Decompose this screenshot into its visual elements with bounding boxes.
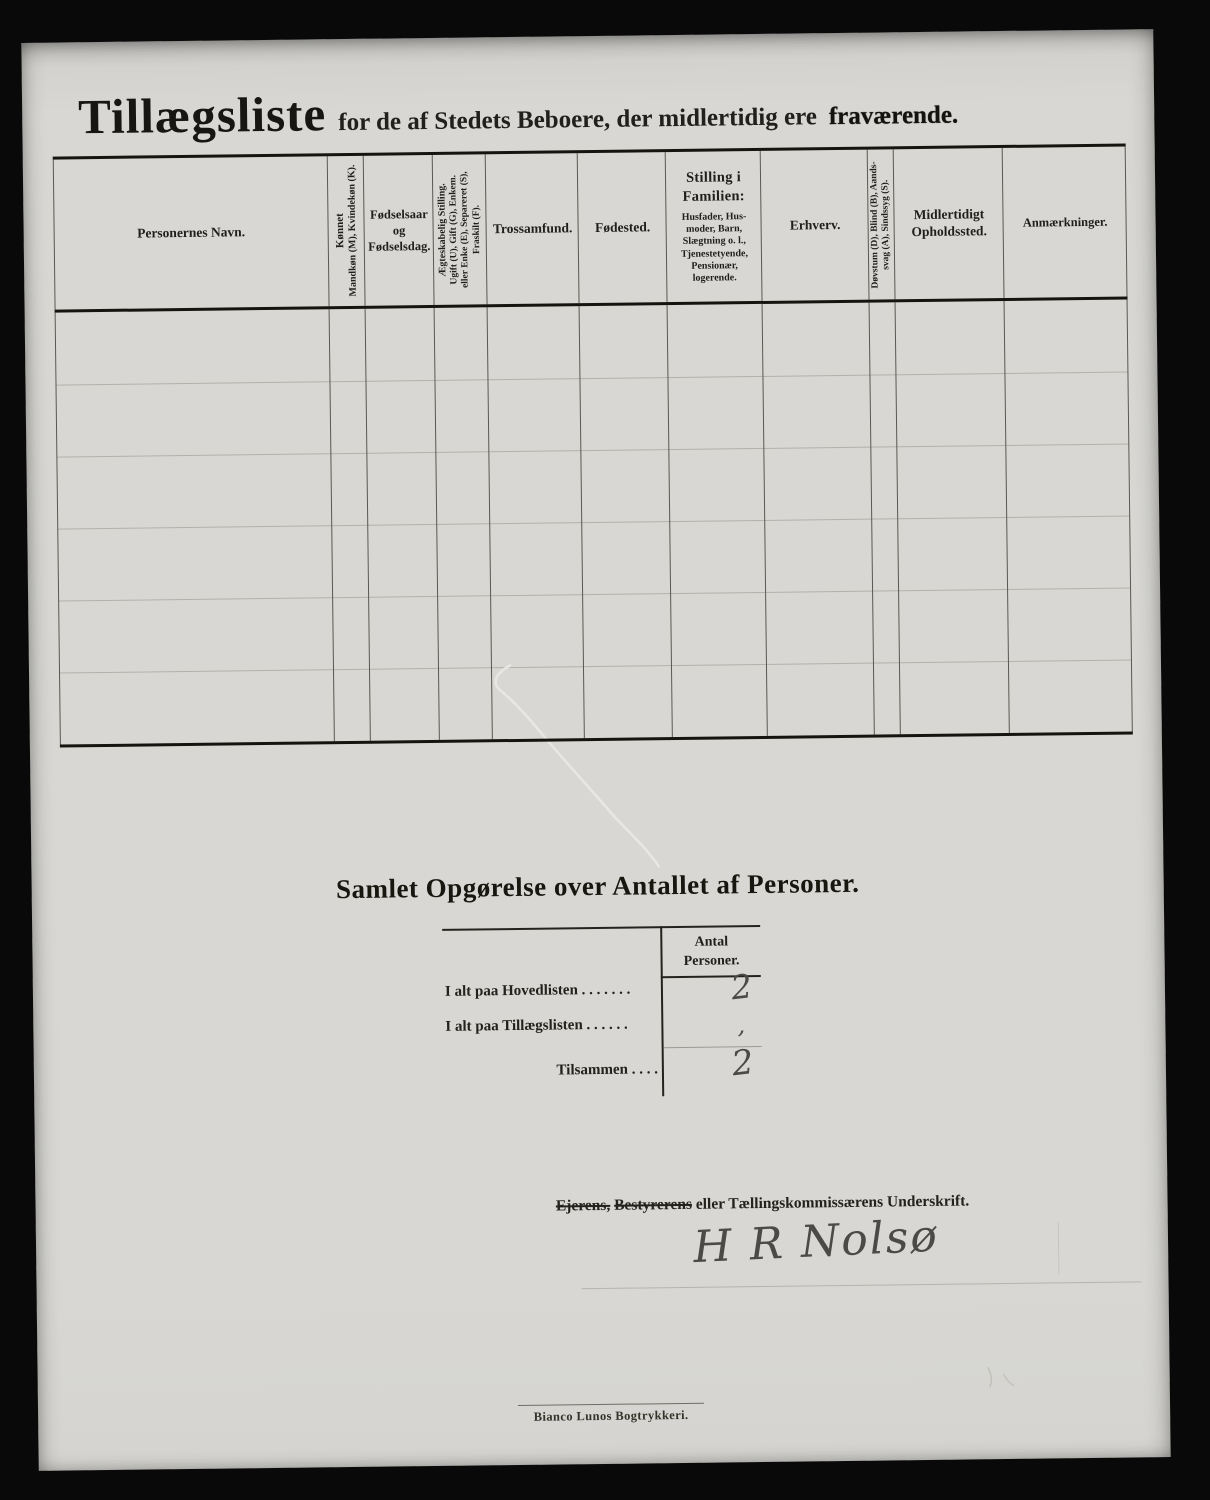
summary-row-label-hovedlisten: I alt paa Hovedlisten . . . . . . . bbox=[444, 981, 631, 1000]
header-label: svag (A), Sindssyg (S). bbox=[881, 179, 893, 270]
summary-row-value-tilsammen: 2 bbox=[729, 1042, 756, 1085]
header-label: eller Enke (E), Separeret (S), bbox=[459, 171, 472, 288]
table-row-line bbox=[57, 515, 1130, 529]
census-form-page bbox=[21, 29, 1170, 1471]
header-sublabel-line: Slægtning o. l., bbox=[682, 235, 746, 248]
summary-value-header-line: Personer. bbox=[683, 953, 740, 969]
header-sublabel bbox=[680, 211, 748, 285]
column-header-doevstum bbox=[868, 149, 896, 299]
column-header-koennet bbox=[328, 156, 366, 306]
absentees-table bbox=[53, 143, 1133, 747]
header-label: Personernes Navn. bbox=[137, 223, 246, 241]
summary-row-value-tillaegslisten: ‚ bbox=[737, 1011, 746, 1040]
summary-row-label-tilsammen: Tilsammen . . . . bbox=[556, 1061, 659, 1079]
column-header-aegteskabelig-stilling bbox=[433, 154, 488, 305]
rotated-header-text bbox=[869, 161, 893, 288]
scan-crease-mark bbox=[1058, 1222, 1060, 1274]
header-label: Fødested. bbox=[594, 218, 651, 235]
column-header-trossamfund bbox=[486, 153, 580, 304]
column-header-personernes-navn bbox=[53, 156, 330, 309]
header-label: Opholdssted. bbox=[911, 223, 987, 240]
header-label: Fødselsaar bbox=[370, 206, 428, 222]
signature-underline bbox=[582, 1281, 1142, 1289]
header-label: Kønnet bbox=[333, 213, 347, 249]
column-header-stilling-i-familien bbox=[666, 151, 763, 302]
summary-top-rule bbox=[442, 925, 760, 931]
handwritten-signature: H R Nolsø bbox=[692, 1210, 940, 1274]
rotated-header-text bbox=[436, 171, 484, 288]
page-title bbox=[78, 78, 959, 146]
page-title-emphasis: fraværende. bbox=[828, 101, 959, 131]
printer-imprint: Bianco Lunos Bogtrykkeri. bbox=[533, 1407, 689, 1424]
header-sublabel-line: Tjenestetyende, bbox=[680, 247, 748, 260]
printer-rule bbox=[518, 1403, 704, 1406]
header-label: Fødselsdag. bbox=[368, 239, 431, 254]
signature-caption-struck-ejerens: Ejerens, bbox=[555, 1196, 611, 1215]
summary-heading: Samlet Opgørelse over Antallet af Personer. bbox=[335, 867, 860, 905]
header-label: Anmærkninger. bbox=[1022, 214, 1108, 230]
header-label: Trossamfund. bbox=[492, 219, 573, 236]
page-title-main: Tillægsliste bbox=[77, 86, 327, 145]
table-body-empty-rows bbox=[55, 299, 1133, 744]
header-label: Erhverv. bbox=[789, 216, 841, 233]
column-header-midlertidigt-opholdssted bbox=[894, 148, 1005, 299]
summary-table bbox=[442, 925, 762, 1105]
header-label: Midlertidigt bbox=[913, 206, 985, 223]
table-row-line bbox=[56, 443, 1129, 457]
header-label-line: Stilling i bbox=[685, 169, 742, 186]
column-header-erhverv bbox=[761, 150, 870, 301]
header-sublabel-line: moder, Barn, bbox=[686, 223, 743, 236]
header-label bbox=[682, 168, 745, 208]
column-header-foedested bbox=[578, 152, 668, 303]
header-label: og bbox=[392, 223, 406, 238]
header-sublabel-line: Pensionær, bbox=[691, 259, 738, 272]
header-sublabel-line: logerende. bbox=[692, 272, 737, 284]
summary-row-value-hovedlisten: 2 bbox=[728, 966, 755, 1008]
table-row-line bbox=[59, 659, 1132, 673]
header-label: Fraskilt (F). bbox=[471, 204, 483, 255]
rotated-header-text bbox=[333, 165, 360, 297]
summary-value-header-line: Antal bbox=[694, 934, 729, 950]
header-label: Mandkøn (M), Kvindekøn (K). bbox=[346, 164, 360, 297]
header-label: Ægteskabelig Stilling. bbox=[436, 183, 449, 277]
signature-caption-rest: eller Tællingskommissærens Underskrift. bbox=[695, 1192, 970, 1213]
table-row-line bbox=[55, 371, 1128, 385]
header-sublabel-line: Husfader, Hus- bbox=[681, 211, 747, 223]
header-label-line: Familien: bbox=[682, 188, 746, 206]
page-title-rest: for de af Stedets Beboere, der midlertidig ere bbox=[338, 103, 818, 137]
header-label: Døvstum (D), Blind (B), Aands- bbox=[869, 160, 881, 289]
summary-row-label-tillaegslisten: I alt paa Tillægslisten . . . . . . bbox=[445, 1016, 628, 1035]
column-header-anmaerkninger bbox=[1003, 146, 1128, 297]
table-row-line bbox=[58, 587, 1131, 601]
header-label: Ugift (U), Gift (G), Enkem. bbox=[448, 174, 460, 285]
signature-caption-struck-bestyrerens: Bestyrerens bbox=[614, 1195, 693, 1214]
column-header-foedselsaar bbox=[364, 155, 435, 306]
table-header-row bbox=[53, 146, 1128, 309]
